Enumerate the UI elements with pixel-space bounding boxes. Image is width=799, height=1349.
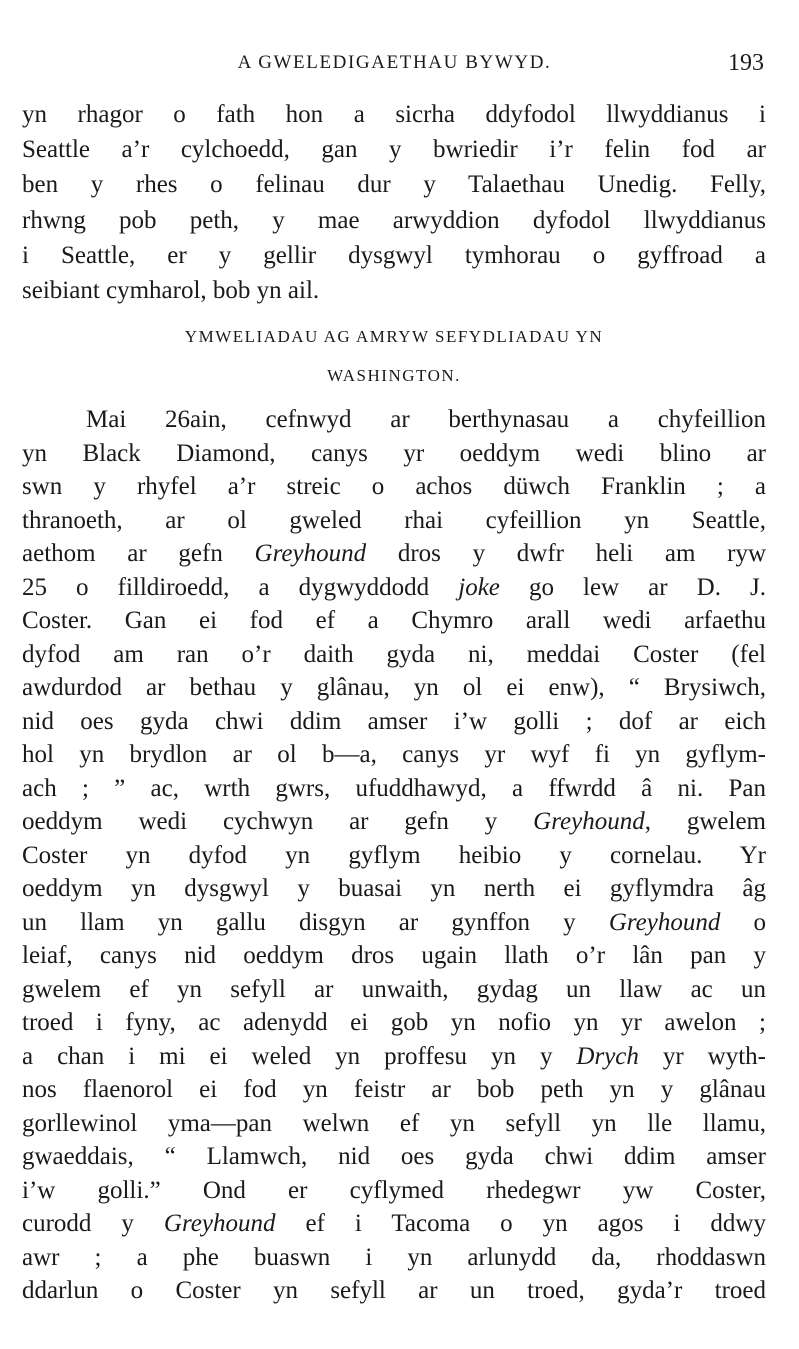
page-number: 193 bbox=[728, 50, 764, 76]
text-line: i Seattle, er y gellir dysgwyl tymhorau o gyffroad a bbox=[22, 241, 766, 269]
text-line: dyfod am ran o’r daith gyda ni, meddai Coster (fel bbox=[22, 640, 766, 668]
text-line: un llam yn gallu disgyn ar gynffon y Greyhound o bbox=[22, 908, 767, 936]
section-title-line-2: WASHINGTON. bbox=[327, 366, 461, 385]
text-line: nid oes gyda chwi ddim amser i’w golli ; dof ar eich bbox=[22, 707, 766, 735]
text-line: leiaf, canys nid oeddym dros ugain llath o’r lân pan y bbox=[22, 942, 766, 969]
text-line: gwelem ef yn sefyll ar unwaith, gydag un llaw ac un bbox=[22, 975, 766, 1003]
text-line: ben y rhes o felinau dur y Talaethau Unedig. Felly, bbox=[22, 171, 766, 199]
text-line: aethom ar gefn Greyhound dros y dwfr heli am ryw bbox=[22, 540, 766, 567]
text-line: Seattle a’r cylchoedd, gan y bwriedir i’r felin fod ar bbox=[22, 136, 766, 164]
text-line: Coster yn dyfod yn gyflym heibio y cornelau. Yr bbox=[22, 841, 766, 869]
text-line: Mai 26ain, cefnwyd ar berthynasau a chyfeillion bbox=[86, 406, 766, 433]
text-line: curodd y Greyhound ef i Tacoma o yn agos i ddwy bbox=[22, 1210, 766, 1237]
text-line: i’w golli.” Ond er cyflymed rhedegwr yw Coster, bbox=[22, 1176, 766, 1204]
text-line: ddarlun o Coster yn sefyll ar un troed, gyda’r troed bbox=[22, 1277, 766, 1304]
running-header bbox=[22, 50, 767, 84]
text-line: yn rhagor o fath hon a sicrha ddyfodol llwyddianus i bbox=[22, 101, 766, 128]
text-line: awdurdod ar bethau y glânau, yn ol ei enw), “ Brysiwch, bbox=[22, 674, 766, 701]
text-line: Coster. Gan ei fod ef a Chymro arall wedi arfaethu bbox=[22, 607, 766, 634]
text-line: seibiant cymharol, bob yn ail. bbox=[22, 277, 320, 304]
text-line: rhwng pob peth, y mae arwyddion dyfodol llwyddianus bbox=[22, 206, 766, 234]
text-line: a chan i mi ei weled yn proffesu yn y Drych yr wyth- bbox=[22, 1042, 766, 1070]
text-line: troed i fyny, ac adenydd ei gob yn nofio yn yr awelon ; bbox=[22, 1009, 766, 1036]
text-line: awr ; a phe buaswn i yn arlunydd da, rhoddaswn bbox=[22, 1243, 766, 1271]
text-line: swn y rhyfel a’r streic o achos düwch Franklin ; a bbox=[22, 473, 766, 500]
text-line: thranoeth, ar ol gweled rhai cyfeillion yn Seattle, bbox=[22, 506, 766, 534]
running-title: A GWELEDIGAETHAU BYWYD. bbox=[237, 52, 552, 73]
text-line: gwaeddais, “ Llamwch, nid oes gyda chwi ddim amser bbox=[22, 1143, 766, 1170]
text-line: ach ; ” ac, wrth gwrs, ufuddhawyd, a ffwrdd â ni. Pan bbox=[22, 774, 766, 802]
text-line: oeddym yn dysgwyl y buasai yn nerth ei gyflymdra âg bbox=[22, 875, 766, 902]
text-line: nos flaenorol ei fod yn feistr ar bob peth yn y glânau bbox=[22, 1076, 766, 1103]
text-line: 25 o filldiroedd, a dygwyddodd joke go lew ar D. J. bbox=[22, 573, 766, 601]
text-line: gorllewinol yma—pan welwn ef yn sefyll yn lle llamu, bbox=[22, 1109, 766, 1137]
text-line: oeddym wedi cychwyn ar gefn y Greyhound, gwelem bbox=[22, 808, 766, 835]
text-line: hol yn brydlon ar ol b—a, canys yr wyf fi yn gyflym- bbox=[22, 741, 766, 768]
section-title-line-1: YMWELIADAU AG AMRYW SEFYDLIADAU YN bbox=[184, 327, 604, 346]
text-line: yn Black Diamond, canys yr oeddym wedi blino ar bbox=[22, 439, 766, 467]
